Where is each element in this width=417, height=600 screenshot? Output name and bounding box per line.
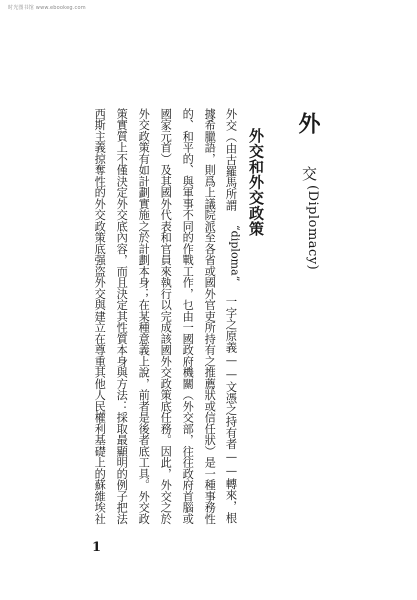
page-title: 外 bbox=[295, 112, 321, 138]
body-line-5 bbox=[138, 108, 149, 524]
page-number: 1 bbox=[92, 540, 102, 555]
body-latin-word: “diploma” bbox=[228, 225, 242, 282]
body-line-1 bbox=[225, 108, 240, 524]
body-line-7 bbox=[94, 108, 105, 524]
body-text: 外交政策有如計劃實施之於計劃本身；在某種意義上說，前者是後者底工具。外交政 bbox=[137, 108, 151, 525]
body-line-6 bbox=[116, 108, 127, 524]
body-text: 一字之原義——文憑之持有者——轉來，根 bbox=[224, 281, 239, 524]
body-text: 策實質上不僅決定外交底內容，而且決定其性質本身與方法：採取最顯明的例子把法 bbox=[115, 108, 129, 525]
body-line-4 bbox=[160, 108, 171, 524]
page-subtitle bbox=[301, 166, 319, 270]
subtitle-latin: (Diplomacy) bbox=[305, 185, 320, 271]
watermark: 时光图书馆 www.ebookeg.com bbox=[8, 5, 86, 11]
body-text: 據希臘語，則爲上議院派至各省或國外官吏所持有之推薦狀或信任狀）是一種事務性 bbox=[203, 108, 217, 525]
body-text: 的、和平的、與軍事不同的作戰工作，乜由一國政府機關（外交部，往往政府首腦或 bbox=[181, 108, 195, 525]
body-text: 西斯主義掠奪性的外交政策底强盗外交與建立在尊重其他人民權利基礎上的蘇維埃社 bbox=[93, 108, 107, 525]
body-line-2 bbox=[204, 108, 215, 524]
body-text: 國家元首）及其國外代表和官員來執行以完成該國外交政策底任務。因此，外交之於 bbox=[159, 108, 173, 525]
section-heading: 外交和外交政策 bbox=[247, 128, 265, 237]
subtitle-chinese: 交 bbox=[300, 166, 318, 181]
body-line-3 bbox=[182, 108, 193, 524]
body-text: 外交（由古羅馬所謂 bbox=[224, 108, 239, 226]
